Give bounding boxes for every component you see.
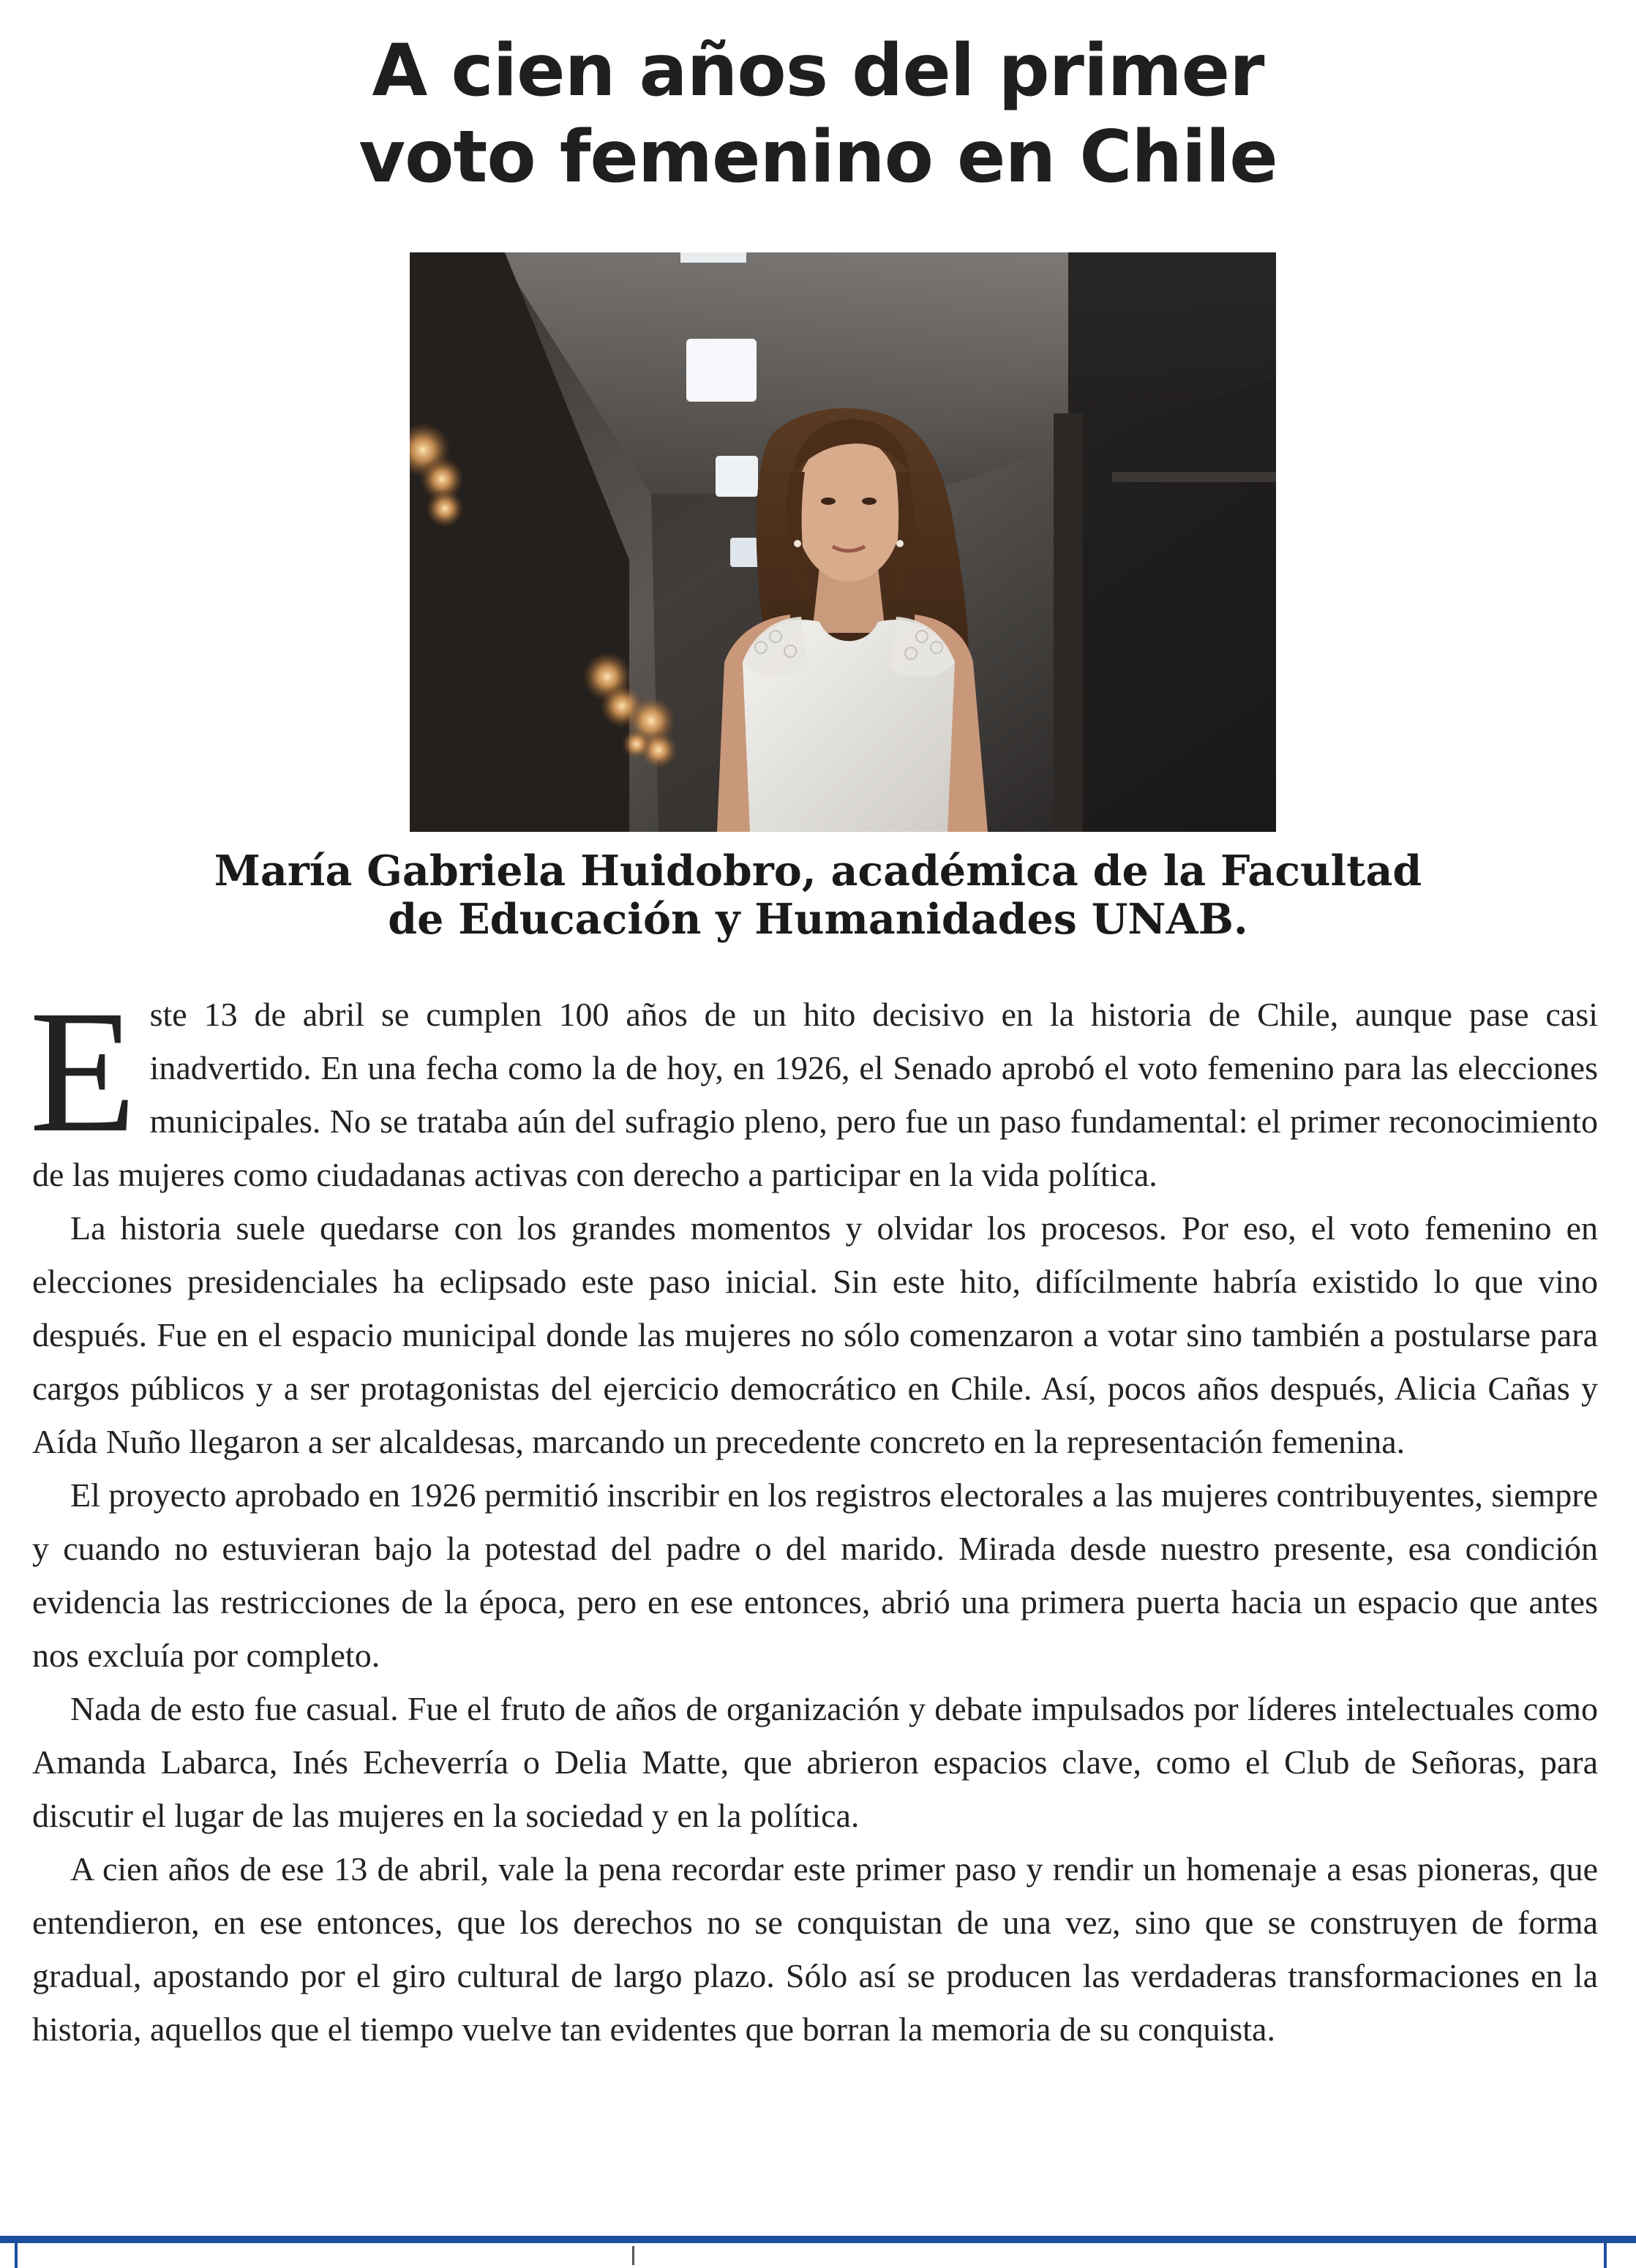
portrait-photo [410,252,1276,832]
article-paragraph-5: A cien años de ese 13 de abril, vale la pena recordar este primer paso y rendir un homenaje a esas pioneras, que entendieron, en ese entonces, que los derechos no se conquistan de una vez, sino que se construyen de forma gradual, apostando por el giro cultural de largo plazo. Sólo así se producen las verdaderas transformaciones en la historia, aquellos que el tiempo vuelve tan evidentes que borran la memoria de su conquista. [32,1850,1598,2048]
article-paragraph-1 [29,974,1598,1201]
paragraph-text: ste 13 de abril se cumplen 100 años de un hito decisivo en la historia de Chile, aunque pase casi inadvertido. En una fecha como la de hoy, en 1926, el Senado aprobó el voto femenino para las elecciones municipales. No se trataba aún del sufragio pleno, pero fue un paso fundamental: el primer reconocimiento de las mujeres como ciudadanas activas con derecho a participar en la vida política. [32,996,1598,1193]
headline-line-1: A cien años del primer [372,29,1264,113]
bottom-frame [15,2243,1607,2268]
headline [0,28,1636,200]
bottom-tick [632,2246,634,2265]
article-paragraph-2: La historia suele quedarse con los grandes momentos y olvidar los procesos. Por eso, el voto femenino en elecciones presidenciales ha eclipsado este paso inicial. Sin este hito, difícilmente habría existido lo que vino después. Fue en el espacio municipal donde las mujeres no sólo comenzaron a votar sino también a postularse para cargos públicos y a ser protagonistas del ejercicio democrático en Chile. Así, pocos años después, Alicia Cañas y Aída Nuño llegaron a ser alcaldesas, marcando un precedente concreto en la representación femenina. [32,1209,1598,1460]
caption-line-2: de Educación y Humanidades UNAB. [388,895,1248,944]
article-paragraph-4: Nada de esto fue casual. Fue el fruto de años de organización y debate impulsados por líderes intelectuales como Amanda Labarca, Inés Echeverría o Delia Matte, que abrieron espacios clave, como el Club de Señoras, para discutir el lugar de las mujeres en la sociedad y en la política. [32,1690,1598,1834]
headline-line-2: voto femenino en Chile [359,116,1277,199]
drop-cap: E [29,974,137,1168]
photo-caption [0,847,1636,944]
caption-line-1: María Gabriela Huidobro, académica de la Facultad [214,846,1422,895]
article-body [29,974,1598,2056]
article-paragraph-3: El proyecto aprobado en 1926 permitió inscribir en los registros electorales a las mujeres contribuyentes, siempre y cuando no estuvieran bajo la potestad del padre o del marido. Mirada desde nuestro presente, esa condición evidencia las restricciones de la época, pero en ese entonces, abrió una primera puerta hacia un espacio que antes nos excluía por completo. [32,1476,1598,1674]
bottom-divider-bar [0,2236,1636,2268]
